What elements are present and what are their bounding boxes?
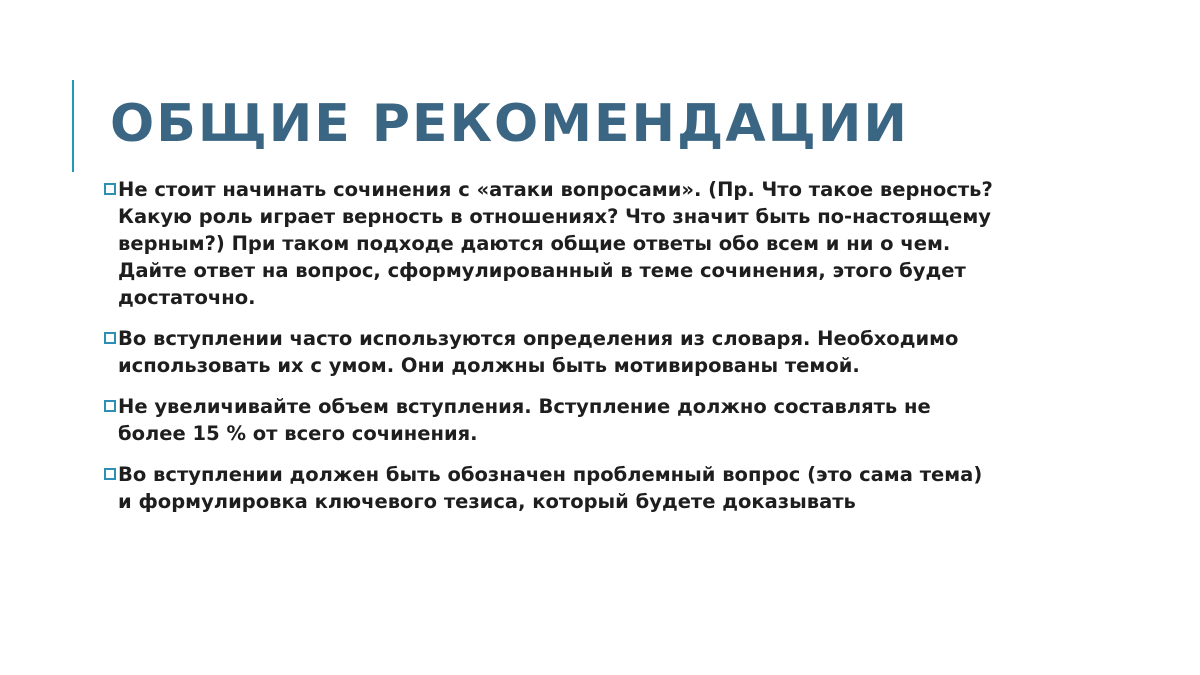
bullet-line: Во вступлении должен быть обозначен проблемный вопрос (это сама тема)	[118, 463, 983, 486]
bullet-line: Во вступлении часто используются определения из словаря. Необходимо	[118, 327, 959, 350]
bullet-text	[118, 325, 1074, 379]
bullet-text	[118, 393, 1074, 447]
bullet-item	[104, 325, 1074, 379]
bullet-item	[104, 461, 1074, 515]
checkbox-square-icon	[104, 468, 116, 480]
bullet-line: и формулировка ключевого тезиса, который будете доказывать	[118, 490, 856, 513]
bullet-text	[118, 176, 1074, 311]
bullet-line: использовать их с умом. Они должны быть мотивированы темой.	[118, 354, 860, 377]
bullet-line: достаточно.	[118, 286, 256, 309]
checkbox-square-icon	[104, 332, 116, 344]
bullet-line: верным?) При таком подходе даются общие ответы обо всем и ни о чем.	[118, 232, 951, 255]
bullet-line: Не увеличивайте объем вступления. Вступление должно составлять не	[118, 395, 931, 418]
bullet-line: более 15 % от всего сочинения.	[118, 422, 478, 445]
bullet-list	[104, 176, 1074, 515]
title-accent-line	[72, 80, 74, 172]
checkbox-square-icon	[104, 183, 116, 195]
checkbox-square-icon	[104, 400, 116, 412]
bullet-line: Не стоит начинать сочинения с «атаки вопросами». (Пр. Что такое верность?	[118, 178, 993, 201]
bullet-item	[104, 176, 1074, 311]
slide-title: ОБЩИЕ РЕКОМЕНДАЦИИ	[110, 94, 909, 154]
bullet-line: Дайте ответ на вопрос, сформулированный в теме сочинения, этого будет	[118, 259, 966, 282]
bullet-text	[118, 461, 1074, 515]
bullet-item	[104, 393, 1074, 447]
bullet-line: Какую роль играет верность в отношениях? Что значит быть по-настоящему	[118, 205, 991, 228]
